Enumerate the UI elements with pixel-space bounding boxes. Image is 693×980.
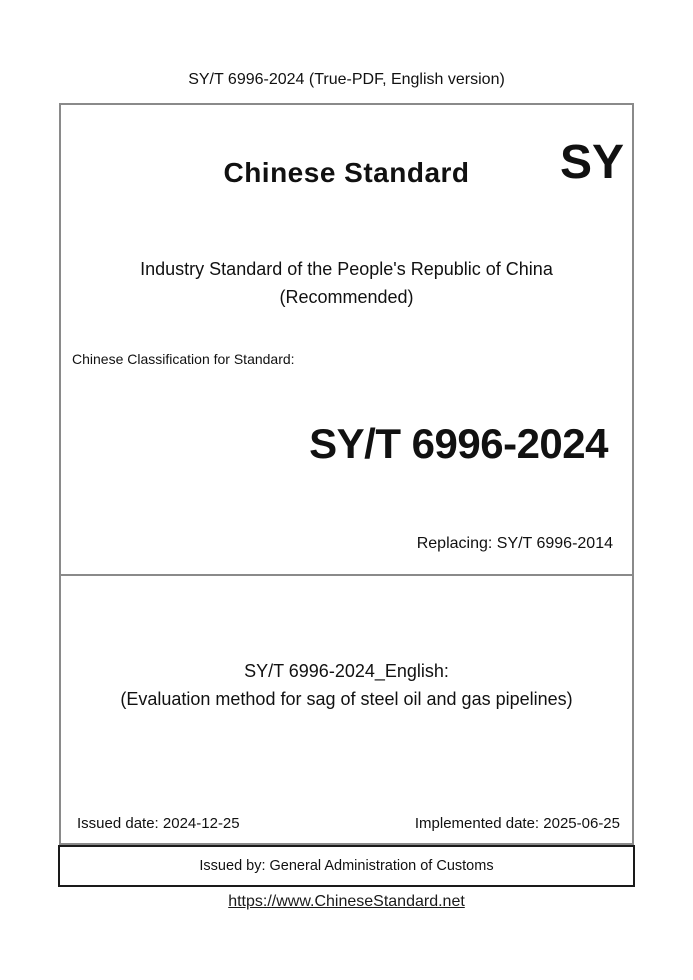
standard-number: SY/T 6996-2024: [309, 420, 608, 467]
english-subtitle: (Evaluation method for sag of steel oil and gas pipelines): [120, 689, 573, 709]
footer: [0, 893, 693, 911]
issuer-box: [58, 845, 635, 887]
issued-date: Issued date: 2024-12-25: [77, 815, 240, 832]
org-line: Industry Standard of the People's Republic of China: [140, 259, 553, 279]
brand-title: Chinese Standard: [223, 157, 470, 188]
standard-prefix-logo: SY: [559, 136, 624, 189]
issued-by-text: Issued by: General Administration of Customs: [199, 858, 494, 874]
section-divider: [59, 574, 634, 576]
page-header-title: SY/T 6996-2024 (True-PDF, English version): [188, 71, 505, 88]
english-title: SY/T 6996-2024_English:: [244, 661, 449, 681]
cover-main-box: [59, 103, 634, 845]
recommended-line: (Recommended): [279, 287, 414, 307]
replacing-line: Replacing: SY/T 6996-2014: [416, 535, 613, 552]
classification-label: Chinese Classification for Standard:: [72, 351, 295, 367]
website-link[interactable]: https://www.ChineseStandard.net: [228, 893, 465, 910]
implemented-date: Implemented date: 2025-06-25: [414, 815, 620, 832]
